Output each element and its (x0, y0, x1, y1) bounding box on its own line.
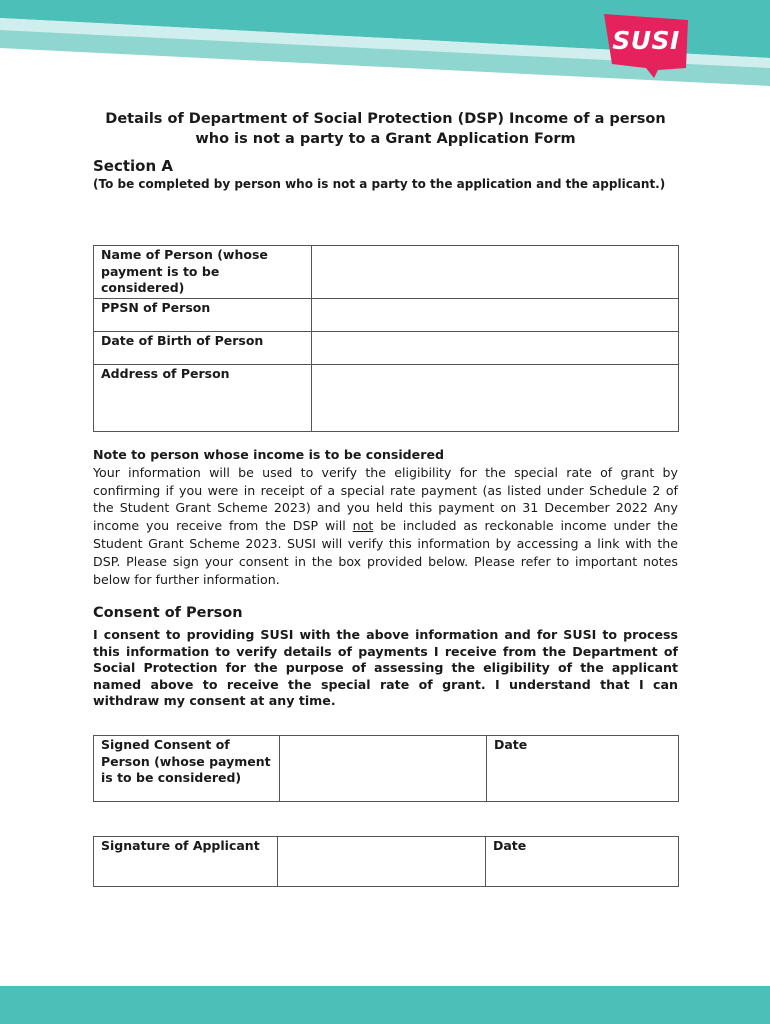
note-block (93, 446, 678, 588)
applicant-signature-field[interactable] (278, 837, 486, 887)
ppsn-label: PPSN of Person (94, 298, 312, 331)
signature-of-applicant-label: Signature of Applicant (94, 837, 278, 887)
date-of-birth-label: Date of Birth of Person (94, 331, 312, 364)
address-label: Address of Person (94, 364, 312, 431)
signed-consent-label: Signed Consent of Person (whose payment is to be considered) (94, 736, 280, 802)
ppsn-field[interactable] (312, 298, 679, 331)
person-date-field[interactable] (487, 736, 679, 802)
note-heading: Note to person whose income is to be considered (93, 447, 444, 462)
person-details-table (93, 245, 679, 432)
applicant-signature-table (93, 836, 679, 887)
date-of-birth-field[interactable] (312, 331, 679, 364)
note-body-after: be included as reckonable income under the Student Grant Scheme 2023. SUSI will verify this information by accessing a link with the DSP. Please sign your consent in the box provided below. Please refer to important notes below for further information. (93, 518, 678, 587)
person-signature-table (93, 735, 679, 802)
applicant-date-label: Date (493, 838, 527, 853)
note-emphasis: not (352, 518, 374, 534)
note-body-before: Your information will be used to verify the eligibility for the special rate of grant by confirming if you were in receipt of a special rate payment (as listed under Schedule 2 of the Student Grant Scheme 2023) and you held this payment on 31 December 2022 Any income you receive from the DSP will (93, 464, 678, 534)
footer-band (0, 986, 770, 1024)
signed-consent-field[interactable] (280, 736, 487, 802)
susi-logo (602, 12, 690, 80)
section-title: Section A (93, 157, 173, 175)
name-of-person-field[interactable] (312, 246, 679, 299)
name-of-person-label: Name of Person (whose payment is to be considered) (94, 246, 312, 299)
applicant-date-field[interactable] (486, 837, 679, 887)
person-date-label: Date (494, 737, 528, 752)
address-field[interactable] (312, 364, 679, 431)
section-subtitle: (To be completed by person who is not a party to the application and the applicant.) (93, 177, 666, 191)
consent-title: Consent of Person (93, 605, 243, 621)
logo-text: SUSI (612, 26, 680, 55)
consent-text: I consent to providing SUSI with the above information and for SUSI to process this information to verify details of payments I receive from the Department of Social Protection for the purpose of assessing the eligibility of the applicant named above to receive the special rate of grant. I understand that I can withdraw my consent at any time. (93, 627, 678, 709)
document-title: Details of Department of Social Protection (DSP) Income of a person who is not a party to a Grant Application Form (105, 111, 666, 147)
